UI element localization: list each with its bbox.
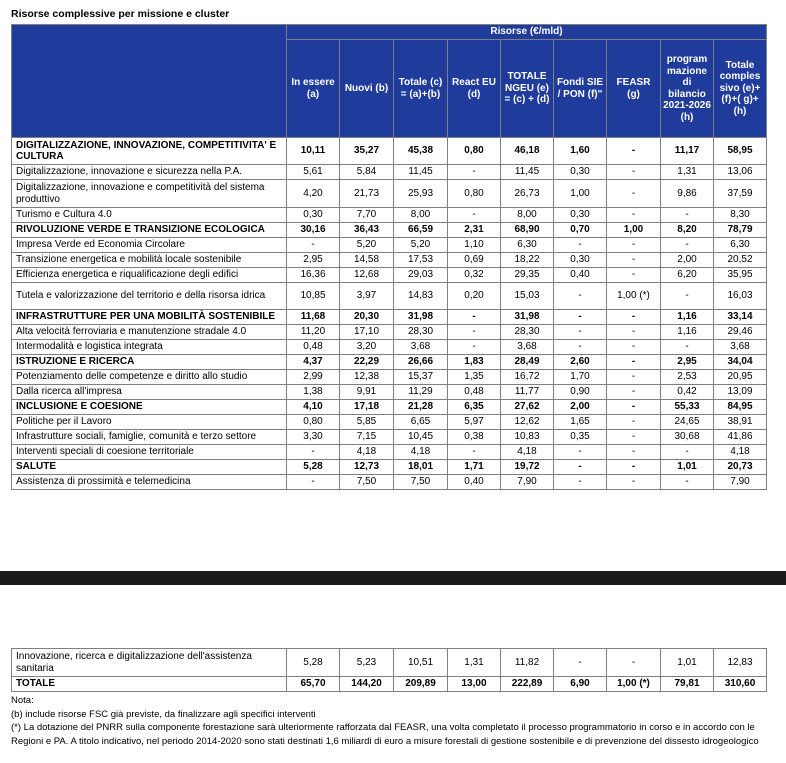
table-cell: 20,52 bbox=[714, 253, 767, 268]
table-cell: 78,79 bbox=[714, 223, 767, 238]
table-cell: 30,16 bbox=[287, 223, 340, 238]
table-row bbox=[12, 268, 767, 283]
table-cell: 0,48 bbox=[448, 385, 501, 400]
table-cell: 4,20 bbox=[287, 180, 340, 208]
table-cell: 3,68 bbox=[714, 340, 767, 355]
table-row bbox=[12, 180, 767, 208]
table-cell: - bbox=[554, 325, 607, 340]
table-cell: 66,59 bbox=[394, 223, 448, 238]
column-header: React EU (d) bbox=[448, 40, 501, 138]
row-label: Digitalizzazione, innovazione e competitività del sistema produttivo bbox=[12, 180, 287, 208]
table-cell: 17,53 bbox=[394, 253, 448, 268]
table-cell: 1,01 bbox=[661, 649, 714, 677]
table-cell: 0,38 bbox=[448, 430, 501, 445]
table-cell: 1,00 (*) bbox=[607, 283, 661, 310]
table-cell: 6,20 bbox=[661, 268, 714, 283]
table-cell: 5,23 bbox=[340, 649, 394, 677]
table-row bbox=[12, 370, 767, 385]
table-cell: 3,30 bbox=[287, 430, 340, 445]
table-cell: 10,45 bbox=[394, 430, 448, 445]
table-cell: 1,00 (*) bbox=[607, 677, 661, 692]
table-cell: 144,20 bbox=[340, 677, 394, 692]
row-label: ISTRUZIONE E RICERCA bbox=[12, 355, 287, 370]
table-cell: 20,73 bbox=[714, 460, 767, 475]
header-blank-cell bbox=[12, 40, 287, 138]
table-cell: 310,60 bbox=[714, 677, 767, 692]
table-cell: - bbox=[607, 475, 661, 490]
table-cell: 79,81 bbox=[661, 677, 714, 692]
table-cell: 8,00 bbox=[501, 208, 554, 223]
row-label: Alta velocità ferroviaria e manutenzione stradale 4.0 bbox=[12, 325, 287, 340]
table-cell: - bbox=[607, 385, 661, 400]
table-cell: 5,85 bbox=[340, 415, 394, 430]
table-cell: 1,38 bbox=[287, 385, 340, 400]
table-cell: - bbox=[448, 165, 501, 180]
table-cell: 2,00 bbox=[661, 253, 714, 268]
table-cell: 26,73 bbox=[501, 180, 554, 208]
table-cell: 38,91 bbox=[714, 415, 767, 430]
table-row bbox=[12, 677, 767, 692]
table-cell: - bbox=[607, 165, 661, 180]
table-cell: 0,40 bbox=[448, 475, 501, 490]
table-cell: 21,73 bbox=[340, 180, 394, 208]
table-cell: 0,48 bbox=[287, 340, 340, 355]
table-cell: - bbox=[607, 460, 661, 475]
row-label: Assistenza di prossimità e telemedicina bbox=[12, 475, 287, 490]
table-cell: 2,53 bbox=[661, 370, 714, 385]
table-cell: - bbox=[554, 283, 607, 310]
table-cell: 15,03 bbox=[501, 283, 554, 310]
note-star: (*) La dotazione del PNRR sulla componente forestazione sarà ulteriormente rafforzata dal FEASR, una volta completato il processo programmatorio in corso e in accordo con le Regioni e PA. A titolo indicativo, nel periodo 2014-2020 sono stati destinati 1,6 miliardi di euro a misure forestali di gestione sostenibile e di prevenzione del dissesto idrogeologico bbox=[11, 722, 759, 747]
table-cell: 84,95 bbox=[714, 400, 767, 415]
table-cell: 209,89 bbox=[394, 677, 448, 692]
table-cell: 55,33 bbox=[661, 400, 714, 415]
table-cell: 45,38 bbox=[394, 138, 448, 165]
table-cell: 10,83 bbox=[501, 430, 554, 445]
table-cell: 31,98 bbox=[394, 310, 448, 325]
table-cell: 35,27 bbox=[340, 138, 394, 165]
table-cell: 18,01 bbox=[394, 460, 448, 475]
table-row bbox=[12, 253, 767, 268]
table-cell: 0,69 bbox=[448, 253, 501, 268]
table-cell: 28,30 bbox=[501, 325, 554, 340]
table-cell: 18,22 bbox=[501, 253, 554, 268]
table-cell: 16,72 bbox=[501, 370, 554, 385]
table-cell: 29,35 bbox=[501, 268, 554, 283]
table-cell: 1,01 bbox=[661, 460, 714, 475]
row-label: Tutela e valorizzazione del territorio e della risorsa idrica bbox=[12, 283, 287, 310]
table-cell: 11,29 bbox=[394, 385, 448, 400]
table-cell: - bbox=[607, 355, 661, 370]
table-cell: 4,18 bbox=[394, 445, 448, 460]
table-row bbox=[12, 460, 767, 475]
table-cell: - bbox=[554, 649, 607, 677]
table-row bbox=[12, 430, 767, 445]
row-label: DIGITALIZZAZIONE, INNOVAZIONE, COMPETITIVITA' E CULTURA bbox=[12, 138, 287, 165]
table-cell: 68,90 bbox=[501, 223, 554, 238]
table-cell: 1,00 bbox=[607, 223, 661, 238]
table-cell: - bbox=[661, 238, 714, 253]
table-cell: 21,28 bbox=[394, 400, 448, 415]
table-cell: 12,68 bbox=[340, 268, 394, 283]
table-cell: - bbox=[554, 475, 607, 490]
table-row bbox=[12, 325, 767, 340]
header-group-label: Risorse (€/mld) bbox=[287, 25, 767, 40]
row-label: Innovazione, ricerca e digitalizzazione dell'assistenza sanitaria bbox=[12, 649, 287, 677]
note-heading: Nota: bbox=[11, 695, 34, 706]
table-cell: - bbox=[554, 310, 607, 325]
table-cell: 31,98 bbox=[501, 310, 554, 325]
table-cell: 4,10 bbox=[287, 400, 340, 415]
table-cell: 20,30 bbox=[340, 310, 394, 325]
table-cell: 27,62 bbox=[501, 400, 554, 415]
table-cell: 5,28 bbox=[287, 649, 340, 677]
table-cell: - bbox=[607, 310, 661, 325]
table-cell: - bbox=[448, 208, 501, 223]
table-cell: 7,50 bbox=[394, 475, 448, 490]
table-cell: 14,83 bbox=[394, 283, 448, 310]
table-cell: 1,10 bbox=[448, 238, 501, 253]
table-cell: 37,59 bbox=[714, 180, 767, 208]
resources-table bbox=[11, 24, 767, 490]
table-cell: 17,18 bbox=[340, 400, 394, 415]
table-cell: 58,95 bbox=[714, 138, 767, 165]
table-cell: 0,42 bbox=[661, 385, 714, 400]
table-cell: 1,83 bbox=[448, 355, 501, 370]
table-cell: - bbox=[661, 445, 714, 460]
column-header: In essere (a) bbox=[287, 40, 340, 138]
table-cell: - bbox=[287, 445, 340, 460]
row-label: Digitalizzazione, innovazione e sicurezza nella P.A. bbox=[12, 165, 287, 180]
table-cell: 1,71 bbox=[448, 460, 501, 475]
table-cell: 13,06 bbox=[714, 165, 767, 180]
table-cell: 28,30 bbox=[394, 325, 448, 340]
table-cell: 2,95 bbox=[661, 355, 714, 370]
table-cell: 3,20 bbox=[340, 340, 394, 355]
table-cell: 3,97 bbox=[340, 283, 394, 310]
row-label: Dalla ricerca all'impresa bbox=[12, 385, 287, 400]
table-cell: - bbox=[448, 340, 501, 355]
row-label: RIVOLUZIONE VERDE E TRANSIZIONE ECOLOGICA bbox=[12, 223, 287, 238]
table-cell: 11,45 bbox=[394, 165, 448, 180]
table-cell: 8,00 bbox=[394, 208, 448, 223]
table-row bbox=[12, 340, 767, 355]
table-cell: 5,61 bbox=[287, 165, 340, 180]
column-header: Nuovi (b) bbox=[340, 40, 394, 138]
table-cell: 11,45 bbox=[501, 165, 554, 180]
table-cell: 2,60 bbox=[554, 355, 607, 370]
table-cell: 2,00 bbox=[554, 400, 607, 415]
table-cell: 46,18 bbox=[501, 138, 554, 165]
table-cell: 7,70 bbox=[340, 208, 394, 223]
row-label: INFRASTRUTTURE PER UNA MOBILITÀ SOSTENIBILE bbox=[12, 310, 287, 325]
table-cell: 2,31 bbox=[448, 223, 501, 238]
table-cell: - bbox=[448, 310, 501, 325]
table-cell: - bbox=[607, 415, 661, 430]
table-cell: 0,80 bbox=[287, 415, 340, 430]
table-cell: 0,70 bbox=[554, 223, 607, 238]
table-cell: - bbox=[287, 238, 340, 253]
table-cell: 25,93 bbox=[394, 180, 448, 208]
table-cell: 5,20 bbox=[394, 238, 448, 253]
table-cell: 3,68 bbox=[394, 340, 448, 355]
table-cell: 0,30 bbox=[554, 165, 607, 180]
table-cell: 1,60 bbox=[554, 138, 607, 165]
column-header: Totale comples sivo (e)+(f)+( g)+(h) bbox=[714, 40, 767, 138]
table-row bbox=[12, 238, 767, 253]
table-cell: - bbox=[607, 268, 661, 283]
table-cell: 12,62 bbox=[501, 415, 554, 430]
table-cell: 11,17 bbox=[661, 138, 714, 165]
table-cell: 12,83 bbox=[714, 649, 767, 677]
table-row bbox=[12, 445, 767, 460]
table-cell: - bbox=[607, 400, 661, 415]
table-cell: - bbox=[661, 283, 714, 310]
table-cell: 0,40 bbox=[554, 268, 607, 283]
table-cell: 0,90 bbox=[554, 385, 607, 400]
table-cell: 15,37 bbox=[394, 370, 448, 385]
table-title: Risorse complessive per missione e cluster bbox=[11, 8, 230, 20]
table-cell: 222,89 bbox=[501, 677, 554, 692]
table-cell: 10,11 bbox=[287, 138, 340, 165]
column-header: TOTALE NGEU (e) = (c) + (d) bbox=[501, 40, 554, 138]
row-label: Turismo e Cultura 4.0 bbox=[12, 208, 287, 223]
row-label: Intermodalità e logistica integrata bbox=[12, 340, 287, 355]
table-cell: 1,35 bbox=[448, 370, 501, 385]
resources-table-continued bbox=[11, 648, 767, 692]
table-cell: - bbox=[661, 208, 714, 223]
table-cell: 24,65 bbox=[661, 415, 714, 430]
table-row bbox=[12, 400, 767, 415]
table-cell: - bbox=[607, 649, 661, 677]
table-cell: - bbox=[607, 430, 661, 445]
table-cell: 0,80 bbox=[448, 138, 501, 165]
table-cell: 6,30 bbox=[501, 238, 554, 253]
table-cell: 4,18 bbox=[501, 445, 554, 460]
table-cell: 11,20 bbox=[287, 325, 340, 340]
table-cell: 26,66 bbox=[394, 355, 448, 370]
table-row bbox=[12, 223, 767, 238]
table-cell: - bbox=[554, 460, 607, 475]
table-row bbox=[12, 208, 767, 223]
table-cell: 0,30 bbox=[554, 253, 607, 268]
table-row bbox=[12, 310, 767, 325]
table-cell: 3,68 bbox=[501, 340, 554, 355]
table-cell: 5,20 bbox=[340, 238, 394, 253]
table-cell: 11,68 bbox=[287, 310, 340, 325]
note-b: (b) include risorse FSC già previste, da finalizzare agli specifici interventi bbox=[11, 708, 316, 720]
table-cell: 7,90 bbox=[501, 475, 554, 490]
row-label: SALUTE bbox=[12, 460, 287, 475]
table-cell: - bbox=[607, 238, 661, 253]
column-header: FEASR (g) bbox=[607, 40, 661, 138]
table-cell: - bbox=[607, 340, 661, 355]
table-cell: 1,31 bbox=[661, 165, 714, 180]
table-cell: 7,15 bbox=[340, 430, 394, 445]
page-separator bbox=[0, 571, 786, 585]
table-cell: - bbox=[287, 475, 340, 490]
table-cell: 17,10 bbox=[340, 325, 394, 340]
table-cell: 1,31 bbox=[448, 649, 501, 677]
table-cell: - bbox=[661, 475, 714, 490]
table-cell: 7,90 bbox=[714, 475, 767, 490]
table-cell: 28,49 bbox=[501, 355, 554, 370]
table-cell: 1,65 bbox=[554, 415, 607, 430]
table-body bbox=[12, 138, 767, 490]
table-cell: 0,32 bbox=[448, 268, 501, 283]
table-cell: 0,35 bbox=[554, 430, 607, 445]
table-cell: 35,95 bbox=[714, 268, 767, 283]
table-cell: 5,84 bbox=[340, 165, 394, 180]
table-cell: 11,77 bbox=[501, 385, 554, 400]
table-cell: 5,97 bbox=[448, 415, 501, 430]
column-header: Totale (c) = (a)+(b) bbox=[394, 40, 448, 138]
table-cell: 34,04 bbox=[714, 355, 767, 370]
table-cell: 1,16 bbox=[661, 325, 714, 340]
table-cell: 0,20 bbox=[448, 283, 501, 310]
table-cell: 0,30 bbox=[287, 208, 340, 223]
row-label: Impresa Verde ed Economia Circolare bbox=[12, 238, 287, 253]
column-header: Fondi SIE / PON (f)" bbox=[554, 40, 607, 138]
table-cell: 12,73 bbox=[340, 460, 394, 475]
table-row bbox=[12, 385, 767, 400]
table-cell: - bbox=[607, 445, 661, 460]
table-row bbox=[12, 415, 767, 430]
row-label: Potenziamento delle competenze e diritto allo studio bbox=[12, 370, 287, 385]
table-cell: - bbox=[607, 370, 661, 385]
table-body bbox=[12, 649, 767, 692]
table-cell: - bbox=[448, 445, 501, 460]
table-cell: - bbox=[607, 180, 661, 208]
table-cell: 10,51 bbox=[394, 649, 448, 677]
table-cell: 4,18 bbox=[714, 445, 767, 460]
table-cell: - bbox=[554, 340, 607, 355]
column-header: program mazione di bilancio 2021-2026 (h) bbox=[661, 40, 714, 138]
table-cell: 12,38 bbox=[340, 370, 394, 385]
table-cell: 9,86 bbox=[661, 180, 714, 208]
row-label: Transizione energetica e mobilità locale sostenibile bbox=[12, 253, 287, 268]
table-cell: 1,16 bbox=[661, 310, 714, 325]
table-row bbox=[12, 165, 767, 180]
table-cell: 14,58 bbox=[340, 253, 394, 268]
row-label: TOTALE bbox=[12, 677, 287, 692]
table-cell: 65,70 bbox=[287, 677, 340, 692]
table-cell: 0,80 bbox=[448, 180, 501, 208]
table-cell: - bbox=[607, 208, 661, 223]
table-cell: - bbox=[607, 138, 661, 165]
table-cell: 0,30 bbox=[554, 208, 607, 223]
table-cell: 9,91 bbox=[340, 385, 394, 400]
table-row bbox=[12, 283, 767, 310]
table-cell: - bbox=[607, 253, 661, 268]
table-cell: 1,00 bbox=[554, 180, 607, 208]
table-cell: 4,18 bbox=[340, 445, 394, 460]
table-cell: - bbox=[448, 325, 501, 340]
table-cell: 22,29 bbox=[340, 355, 394, 370]
table-row bbox=[12, 355, 767, 370]
row-label: Interventi speciali di coesione territoriale bbox=[12, 445, 287, 460]
table-cell: 10,85 bbox=[287, 283, 340, 310]
table-cell: 5,28 bbox=[287, 460, 340, 475]
row-label: Infrastrutture sociali, famiglie, comunità e terzo settore bbox=[12, 430, 287, 445]
table-cell: 41,86 bbox=[714, 430, 767, 445]
table-cell: 20,95 bbox=[714, 370, 767, 385]
table-cell: 36,43 bbox=[340, 223, 394, 238]
table-cell: 4,37 bbox=[287, 355, 340, 370]
table-row bbox=[12, 475, 767, 490]
table-cell: 7,50 bbox=[340, 475, 394, 490]
table-cell: 6,30 bbox=[714, 238, 767, 253]
header-blank-cell bbox=[12, 25, 287, 40]
table-cell: 6,35 bbox=[448, 400, 501, 415]
table-cell: 11,82 bbox=[501, 649, 554, 677]
table-cell: 6,65 bbox=[394, 415, 448, 430]
table-cell: - bbox=[554, 445, 607, 460]
table-cell: 8,20 bbox=[661, 223, 714, 238]
row-label: Politiche per il Lavoro bbox=[12, 415, 287, 430]
table-cell: 33,14 bbox=[714, 310, 767, 325]
table-cell: 6,90 bbox=[554, 677, 607, 692]
table-cell: 13,09 bbox=[714, 385, 767, 400]
notes bbox=[11, 694, 781, 748]
table-row bbox=[12, 649, 767, 677]
row-label: INCLUSIONE E COESIONE bbox=[12, 400, 287, 415]
table-cell: 16,36 bbox=[287, 268, 340, 283]
table-cell: 30,68 bbox=[661, 430, 714, 445]
table-cell: 13,00 bbox=[448, 677, 501, 692]
table-row bbox=[12, 138, 767, 165]
table-cell: 16,03 bbox=[714, 283, 767, 310]
table-cell: 29,03 bbox=[394, 268, 448, 283]
table-cell: 2,95 bbox=[287, 253, 340, 268]
table-cell: - bbox=[661, 340, 714, 355]
table-cell: 2,99 bbox=[287, 370, 340, 385]
table-cell: - bbox=[607, 325, 661, 340]
table-cell: 8,30 bbox=[714, 208, 767, 223]
table-cell: 29,46 bbox=[714, 325, 767, 340]
table-cell: 19,72 bbox=[501, 460, 554, 475]
row-label: Efficienza energetica e riqualificazione degli edifici bbox=[12, 268, 287, 283]
table-cell: 1,70 bbox=[554, 370, 607, 385]
table-cell: - bbox=[554, 238, 607, 253]
